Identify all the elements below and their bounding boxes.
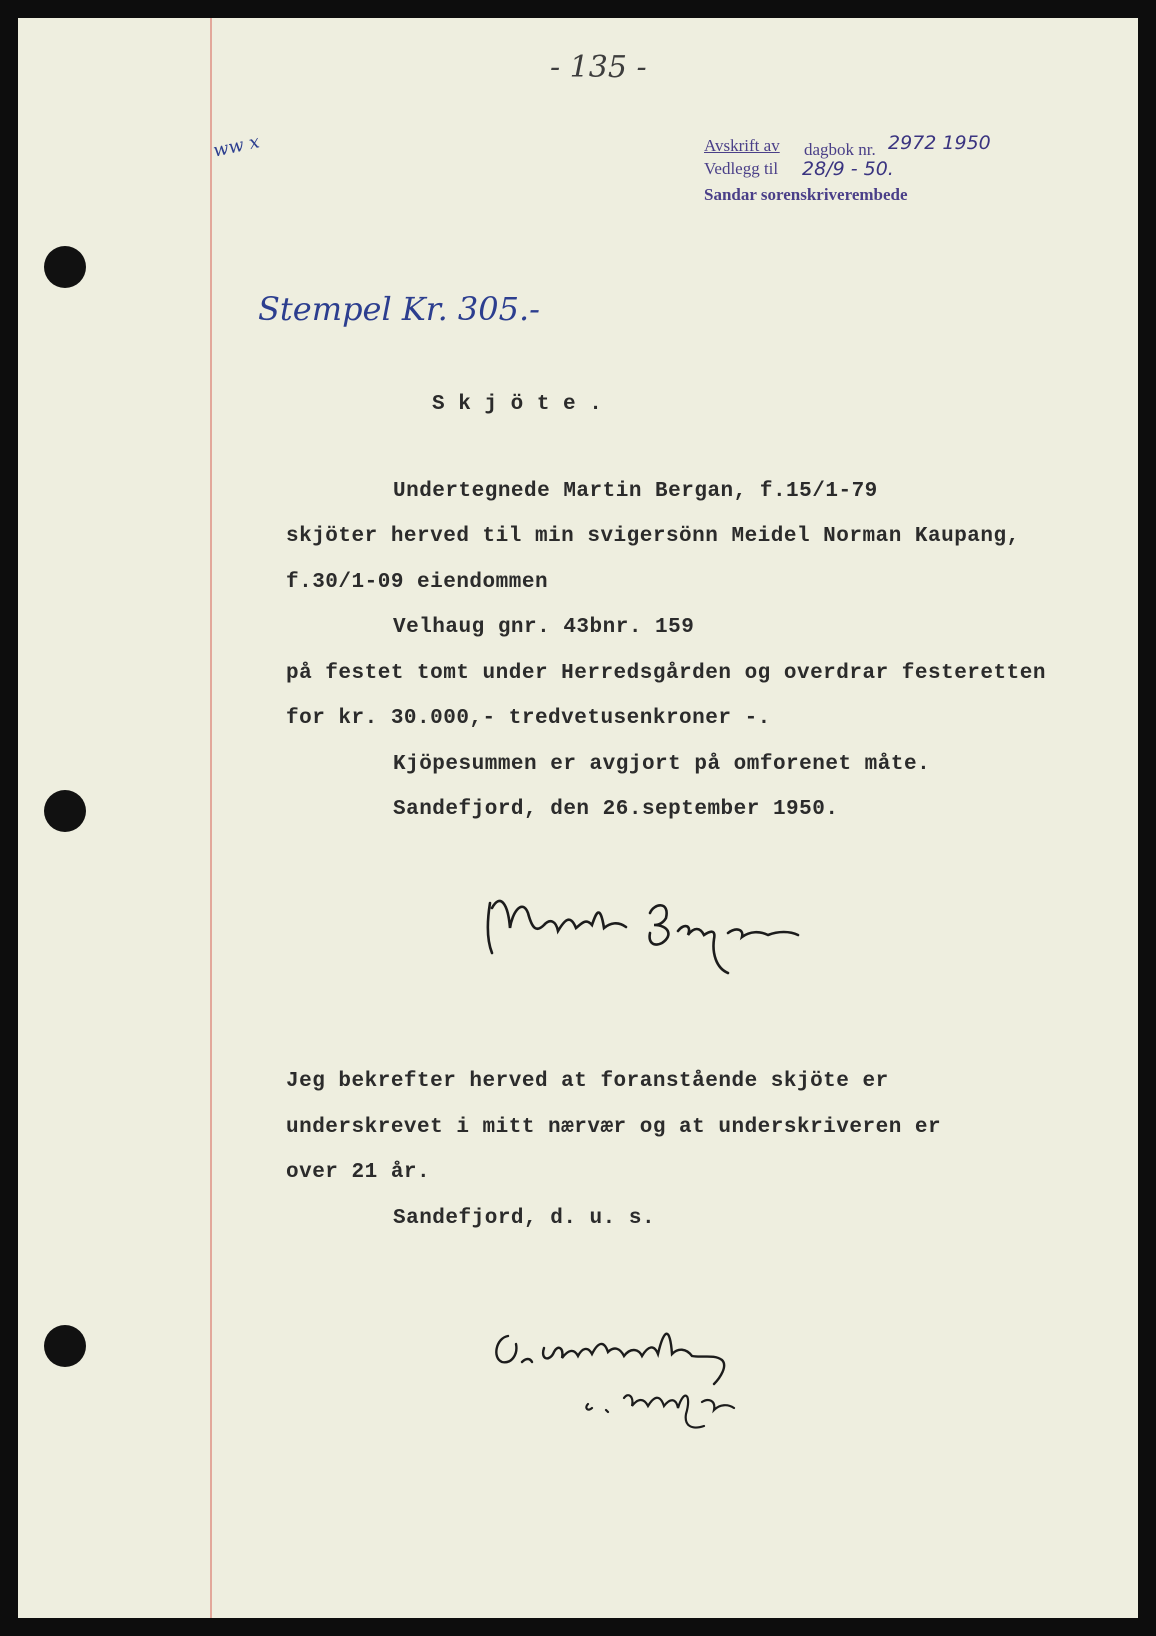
signature-witness-title: o. r. sakfører <box>498 1446 505 1447</box>
deed-line-4: Velhaug gnr. 43bnr. 159 <box>393 616 695 639</box>
stamp-label-dagbok: dagbok nr. <box>804 140 876 159</box>
stamp-label-vedlegg: Vedlegg til <box>704 159 779 178</box>
deed-line-8: Sandefjord, den 26.september 1950. <box>393 798 839 821</box>
corner-mark: ww x <box>211 131 262 162</box>
punch-hole-middle <box>44 790 86 832</box>
deed-line-7: Kjöpesummen er avgjort på omforenet måte. <box>393 753 931 776</box>
signature-witness <box>488 1318 808 1448</box>
deed-line-2: skjöter herved til min svigersönn Meidel Norman Kaupang, <box>286 525 1020 548</box>
witness-line-4: Sandefjord, d. u. s. <box>393 1207 656 1230</box>
witness-line-2: underskrevet i mitt nærvær og at underskriveren er <box>286 1116 942 1139</box>
punch-hole-bottom <box>44 1325 86 1367</box>
stamp-label-office: Sandar sorenskriverembede <box>704 185 908 204</box>
document-title: S k j ö t e . <box>432 393 603 416</box>
stempel-note: Stempel Kr. 305.- <box>258 290 540 328</box>
punch-hole-top <box>44 246 86 288</box>
stamp-label-avskrift: Avskrift av <box>704 136 780 155</box>
signature-witness-text: G. Londonwaltz <box>498 1443 506 1444</box>
page-number: - 135 - <box>550 50 647 85</box>
witness-line-1: Jeg bekrefter herved at foranstående skjöte er <box>286 1070 889 1093</box>
document-page <box>18 18 1138 1618</box>
margin-line <box>210 18 212 1618</box>
stamp-vedlegg-date: 28/9 - 50. <box>802 158 894 180</box>
witness-line-3: over 21 år. <box>286 1161 431 1184</box>
deed-line-3: f.30/1-09 eiendommen <box>286 571 549 594</box>
stamp-dagbok-number: 2972 1950 <box>888 132 991 154</box>
deed-line-1: Undertegnede Martin Bergan, f.15/1-79 <box>393 480 878 503</box>
signature-martin-bergan-text: Martin Bergan <box>488 981 496 982</box>
deed-line-5: på festet tomt under Herredsgården og overdrar festeretten <box>286 662 1046 685</box>
deed-line-6: for kr. 30.000,- tredvetusenkroner -. <box>286 707 771 730</box>
signature-martin-bergan <box>478 873 818 983</box>
